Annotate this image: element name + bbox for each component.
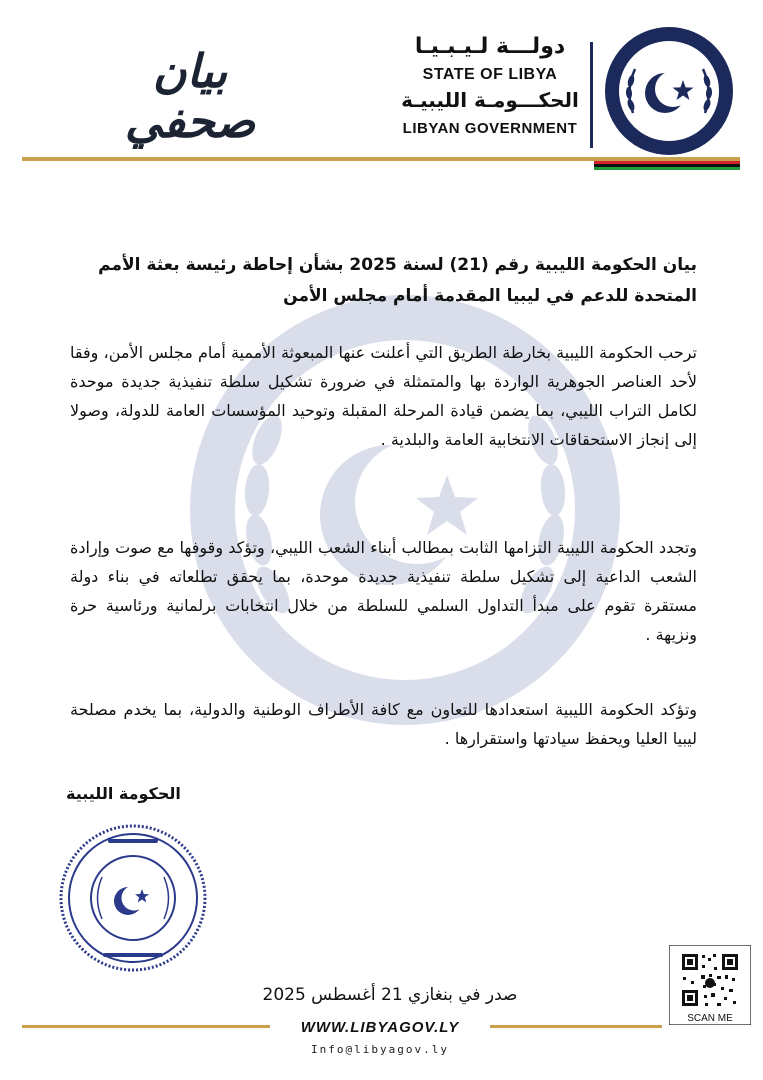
- press-label-line2: صحفي: [124, 94, 256, 148]
- press-label-line1: بيان: [152, 44, 228, 98]
- website-link[interactable]: WWW.LIBYAGOV.LY: [270, 1019, 490, 1036]
- issued-date-place: صدر في بنغازي 21 أغسطس 2025: [262, 985, 518, 1005]
- government-seal-icon: [58, 823, 208, 973]
- arabic-state-name: دولـــة لـيـبـيـا: [414, 34, 566, 59]
- flag-stripe-green: [594, 167, 740, 170]
- english-government-name: LIBYAN GOVERNMENT: [402, 120, 578, 137]
- signature: الحكومة الليبية: [66, 784, 181, 803]
- document-title: بيان الحكومة الليبية رقم (21) لسنة 2025 بشأن إحاطة رئيسة بعثة الأمم المتحدة للدعم في ليبيا المقدمة أمام مجلس الأمن: [98, 255, 697, 306]
- qr-label: SCAN ME: [687, 1013, 733, 1024]
- press-release-logo: [95, 42, 285, 162]
- arabic-government-name: الحكـــومـة الليبيـة: [401, 88, 579, 112]
- body-paragraph-1: ترحب الحكومة الليبية بخارطة الطريق التي أعلنت عنها المبعوثة الأممية أمام مجلس الأمن، وفقا لأحد العناصر الجوهرية الواردة بها والمتمثلة في ضرورة تشكيل سلطة تنفيذية جديدة موحدة لكامل التراب الليبي، بما يضمن قيادة المرحلة المقبلة وتوحيد المؤسسات العامة للدولة، وصولا إلى إنجاز الاستحقاقات الانتخابية العامة والبلدية .: [70, 343, 697, 449]
- crescent-star-emblem-icon: [603, 25, 735, 157]
- body-paragraph-2: وتجدد الحكومة الليبية التزامها الثابت بمطالب أبناء الشعب الليبي، وتؤكد وقوفها مع صوت وإرادة الشعب الداعية إلى تشكيل سلطة تنفيذية جديدة موحدة، بما يحقق تطلعاته في بناء دولة مستقرة تقوم على مبدأ التداول السلمي للسلطة من خلال انتخابات برلمانية ورئاسية حرة ونزيهة .: [70, 538, 697, 644]
- email-link[interactable]: Info@libyagov.ly: [311, 1043, 449, 1056]
- body-paragraph-3: وتؤكد الحكومة الليبية استعدادها للتعاون مع كافة الأطراف الوطنية والدولية، بما يخدم مصلحة ليبيا العليا ويحفظ سيادتها واستقرارها .: [70, 700, 697, 748]
- english-state-name: STATE OF LIBYA: [422, 66, 558, 83]
- header-divider: [590, 42, 593, 148]
